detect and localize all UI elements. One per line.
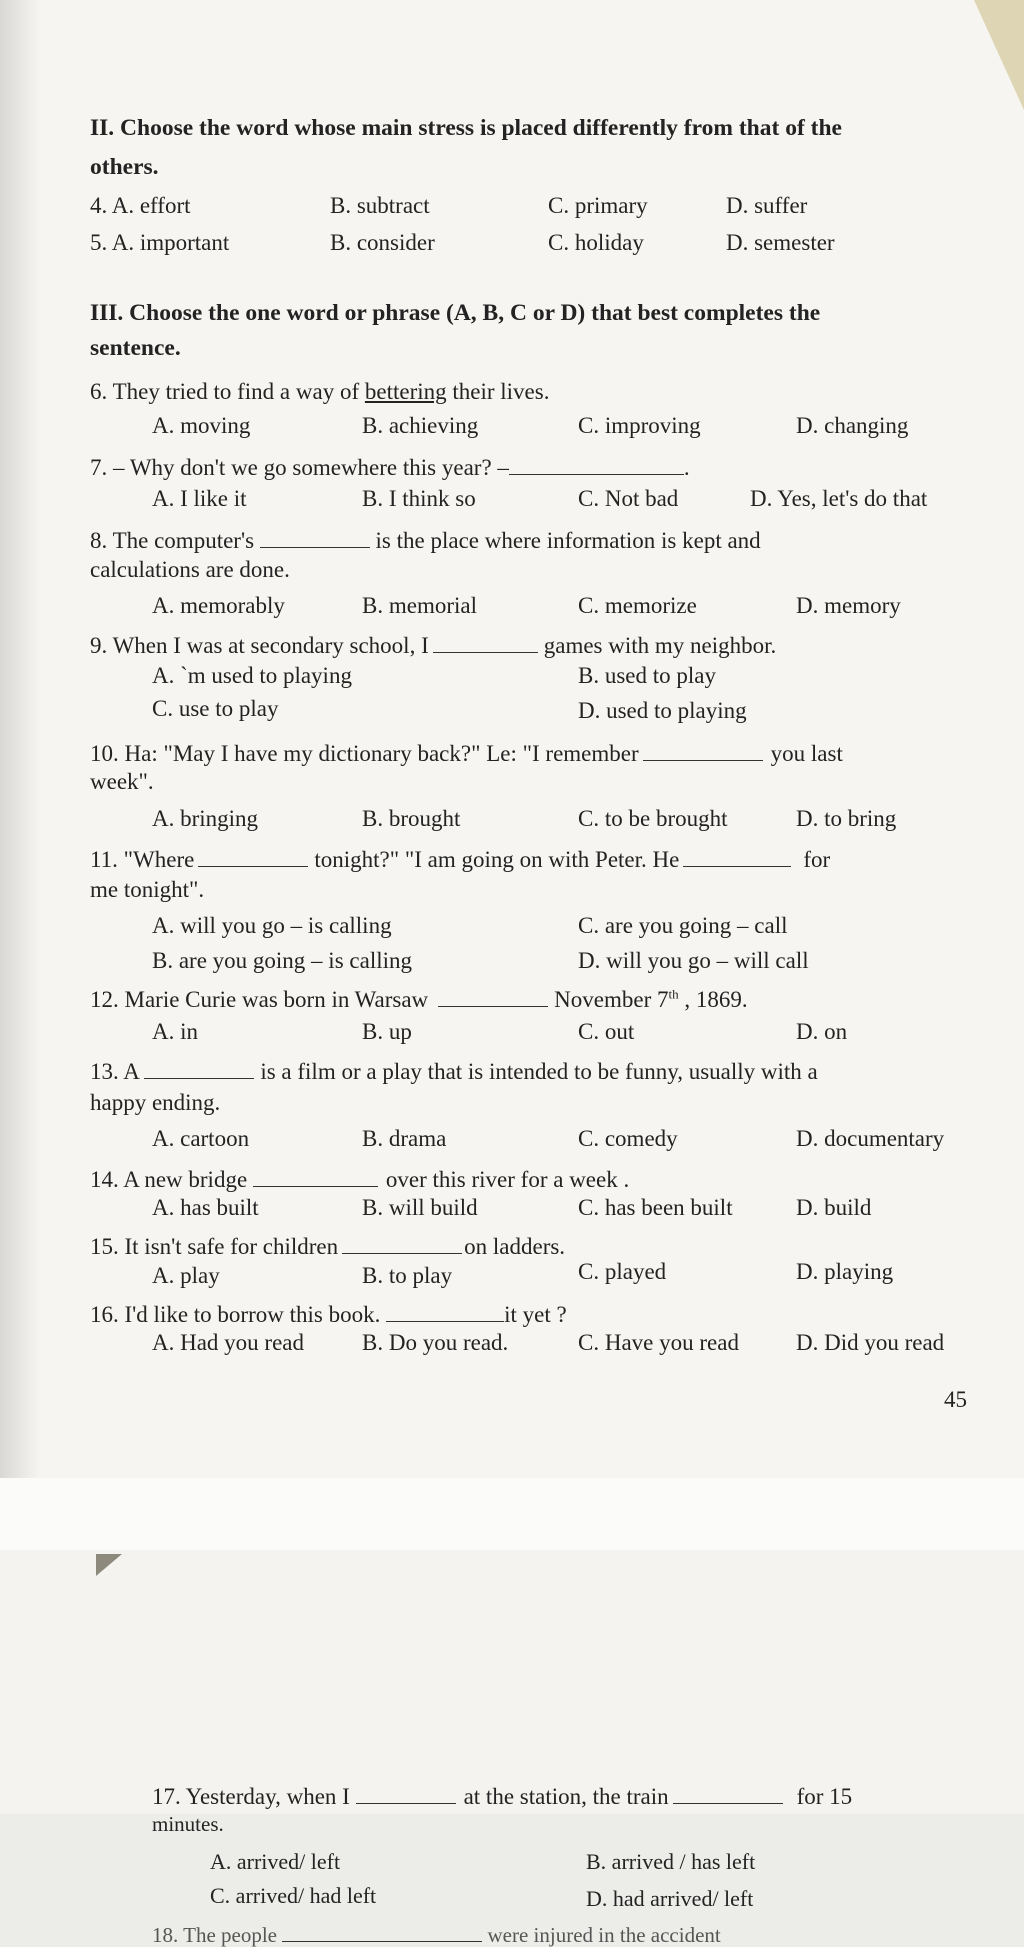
q9-blank bbox=[433, 629, 538, 653]
q9-stem-pre: 9. When I was at secondary school, I bbox=[90, 633, 429, 658]
q16-stem-post: it yet ? bbox=[504, 1302, 567, 1327]
q13-stem bbox=[90, 1055, 818, 1083]
q7-stem-post: . bbox=[683, 455, 690, 480]
worksheet-next-page bbox=[0, 1550, 1024, 1947]
q17-option-c[interactable]: C. arrived/ had left bbox=[210, 1883, 377, 1908]
q14-blank bbox=[253, 1163, 378, 1187]
q9-option-d[interactable]: D. used to playing bbox=[578, 698, 747, 723]
q11-stem-pre: 11. "Where bbox=[90, 847, 195, 872]
q6-underlined-word: bettering bbox=[364, 379, 447, 404]
q12-stem-pre: 12. Marie Curie was born in Warsaw bbox=[90, 987, 429, 1012]
q12-option-b[interactable]: B. up bbox=[362, 1019, 412, 1044]
page-shadow bbox=[0, 0, 40, 1478]
q14-option-a[interactable]: A. has built bbox=[152, 1195, 259, 1220]
q13-option-d[interactable]: D. documentary bbox=[796, 1126, 945, 1151]
q5-option-a[interactable]: 5. A. important bbox=[90, 230, 230, 255]
q10-stem-pre: 10. Ha: "May I have my dictionary back?" Le: "I remember bbox=[90, 741, 639, 766]
q18-stem-post: were injured in the accident bbox=[487, 1923, 721, 1947]
q7-stem bbox=[90, 451, 690, 479]
section-3-heading-cont: sentence. bbox=[90, 335, 181, 361]
q16-option-c[interactable]: C. Have you read bbox=[578, 1330, 739, 1355]
q4-option-a[interactable]: 4. A. effort bbox=[90, 193, 191, 218]
q9-stem-post: games with my neighbor. bbox=[543, 633, 777, 658]
q5-option-d[interactable]: D. semester bbox=[726, 230, 835, 255]
q14-stem-post: over this river for a week . bbox=[385, 1167, 630, 1192]
q15-blank bbox=[342, 1230, 462, 1254]
q14-stem bbox=[90, 1163, 629, 1191]
q7-option-a[interactable]: A. I like it bbox=[152, 486, 247, 511]
q16-stem-pre: 16. I'd like to borrow this book. bbox=[90, 1302, 381, 1327]
q5-option-b[interactable]: B. consider bbox=[330, 230, 435, 255]
q6-stem-pre: 6. They tried to find a way of bbox=[90, 379, 365, 404]
q6-option-c[interactable]: C. improving bbox=[578, 413, 701, 438]
q14-option-d[interactable]: D. build bbox=[796, 1195, 872, 1220]
q17-blank-2 bbox=[673, 1780, 783, 1804]
q17-stem-pre: 17. Yesterday, when I bbox=[152, 1784, 350, 1809]
q15-option-c[interactable]: C. played bbox=[578, 1259, 667, 1284]
q11-stem-post: for bbox=[803, 847, 831, 872]
q15-option-a[interactable]: A. play bbox=[152, 1263, 220, 1288]
q8-stem-cont: calculations are done. bbox=[90, 557, 290, 582]
q12-option-c[interactable]: C. out bbox=[578, 1019, 635, 1044]
q5-option-c[interactable]: C. holiday bbox=[548, 230, 644, 255]
q6-stem-post: their lives. bbox=[446, 379, 550, 404]
page-corner-fold bbox=[96, 1554, 122, 1576]
q9-option-c[interactable]: C. use to play bbox=[152, 696, 279, 721]
q4-option-d[interactable]: D. suffer bbox=[726, 193, 808, 218]
q12-option-d[interactable]: D. on bbox=[796, 1019, 848, 1044]
q7-option-c[interactable]: C. Not bad bbox=[578, 486, 679, 511]
q8-blank bbox=[260, 524, 370, 548]
q10-blank bbox=[643, 737, 763, 761]
q13-option-b[interactable]: B. drama bbox=[362, 1126, 447, 1151]
section-3-heading: III. Choose the one word or phrase (A, B, C or D) that best completes the bbox=[90, 300, 821, 326]
q14-option-b[interactable]: B. will build bbox=[362, 1195, 478, 1220]
q10-stem-cont: week". bbox=[90, 769, 154, 794]
q10-option-a[interactable]: A. bringing bbox=[152, 806, 259, 831]
q7-blank bbox=[509, 451, 684, 475]
q11-stem-cont: me tonight". bbox=[90, 877, 205, 902]
q6-option-a[interactable]: A. moving bbox=[152, 413, 251, 438]
q16-blank bbox=[386, 1298, 504, 1322]
page-gap bbox=[0, 1478, 1024, 1550]
q17-option-b[interactable]: B. arrived / has left bbox=[586, 1849, 756, 1874]
q10-stem-post: you last bbox=[770, 741, 843, 766]
q11-blank-2 bbox=[683, 843, 791, 867]
q4-option-c[interactable]: C. primary bbox=[548, 193, 648, 218]
q17-stem-mid: at the station, the train bbox=[463, 1784, 669, 1809]
q16-stem bbox=[90, 1298, 567, 1326]
q8-option-c[interactable]: C. memorize bbox=[578, 593, 697, 618]
q17-blank-1 bbox=[356, 1780, 456, 1804]
q18-stem bbox=[152, 1920, 721, 1946]
q9-option-a[interactable]: A. `m used to playing bbox=[152, 663, 352, 688]
q15-stem bbox=[90, 1230, 565, 1258]
q12-option-a[interactable]: A. in bbox=[152, 1019, 198, 1044]
q15-stem-post: on ladders. bbox=[464, 1234, 566, 1259]
q8-stem-pre: 8. The computer's bbox=[90, 528, 255, 553]
q16-option-b[interactable]: B. Do you read. bbox=[362, 1330, 509, 1355]
page-number: 45 bbox=[944, 1387, 967, 1412]
q11-option-d[interactable]: D. will you go – will call bbox=[578, 948, 809, 973]
q8-option-a[interactable]: A. memorably bbox=[152, 593, 285, 618]
q11-option-a[interactable]: A. will you go – is calling bbox=[152, 913, 392, 938]
q10-stem bbox=[90, 737, 843, 765]
q14-stem-pre: 14. A new bridge bbox=[90, 1167, 248, 1192]
section-2-heading-cont: others. bbox=[90, 154, 159, 180]
q15-option-d[interactable]: D. playing bbox=[796, 1259, 894, 1284]
q11-stem bbox=[90, 843, 830, 871]
q13-stem-cont: happy ending. bbox=[90, 1090, 221, 1115]
q12-stem bbox=[90, 983, 748, 1011]
q12-blank bbox=[438, 983, 548, 1007]
q7-option-d[interactable]: D. Yes, let's do that bbox=[750, 486, 928, 511]
q17-stem bbox=[152, 1780, 852, 1808]
q8-stem bbox=[90, 524, 761, 552]
q14-option-c[interactable]: C. has been built bbox=[578, 1195, 733, 1220]
q4-option-b[interactable]: B. subtract bbox=[330, 193, 430, 218]
q13-option-a[interactable]: A. cartoon bbox=[152, 1126, 250, 1151]
q12-stem-tail: , 1869. bbox=[678, 987, 748, 1012]
q11-option-b[interactable]: B. are you going – is calling bbox=[152, 948, 412, 973]
section-2-heading: II. Choose the word whose main stress is placed differently from that of the bbox=[90, 115, 842, 141]
q15-stem-pre: 15. It isn't safe for children bbox=[90, 1234, 339, 1259]
q8-stem-post: is the place where information is kept and bbox=[375, 528, 761, 553]
q10-option-d[interactable]: D. to bring bbox=[796, 806, 897, 831]
q10-option-c[interactable]: C. to be brought bbox=[578, 806, 728, 831]
q13-stem-post: is a film or a play that is intended to be funny, usually with a bbox=[260, 1059, 818, 1084]
q13-option-c[interactable]: C. comedy bbox=[578, 1126, 678, 1151]
q11-option-c[interactable]: C. are you going – call bbox=[578, 913, 788, 938]
q6-stem bbox=[90, 380, 549, 403]
q12-superscript: th bbox=[668, 986, 679, 1002]
q13-blank bbox=[144, 1055, 254, 1079]
q10-option-b[interactable]: B. brought bbox=[362, 806, 461, 831]
q6-option-d[interactable]: D. changing bbox=[796, 413, 909, 438]
folded-corner bbox=[974, 0, 1024, 110]
q11-stem-mid: tonight?" "I am going on with Peter. He bbox=[314, 847, 680, 872]
q18-blank bbox=[282, 1920, 482, 1942]
q13-stem-pre: 13. A bbox=[90, 1059, 139, 1084]
q6-option-b[interactable]: B. achieving bbox=[362, 413, 479, 438]
q17-stem-cont: minutes. bbox=[152, 1812, 224, 1836]
q7-option-b[interactable]: B. I think so bbox=[362, 486, 476, 511]
q8-option-d[interactable]: D. memory bbox=[796, 593, 901, 618]
q16-option-a[interactable]: A. Had you read bbox=[152, 1330, 305, 1355]
q15-option-b[interactable]: B. to play bbox=[362, 1263, 453, 1288]
q11-blank-1 bbox=[198, 843, 308, 867]
q17-option-a[interactable]: A. arrived/ left bbox=[210, 1849, 341, 1874]
q9-option-b[interactable]: B. used to play bbox=[578, 663, 716, 688]
q8-option-b[interactable]: B. memorial bbox=[362, 593, 477, 618]
q17-stem-post: for 15 bbox=[796, 1784, 853, 1809]
q17-option-d[interactable]: D. had arrived/ left bbox=[586, 1886, 754, 1911]
q16-option-d[interactable]: D. Did you read bbox=[796, 1330, 945, 1355]
q9-stem bbox=[90, 629, 776, 657]
q18-stem-pre: 18. The people bbox=[152, 1923, 277, 1947]
q12-stem-post: November 7 bbox=[554, 987, 669, 1012]
q7-stem-pre: 7. – Why don't we go somewhere this year? – bbox=[90, 455, 509, 480]
